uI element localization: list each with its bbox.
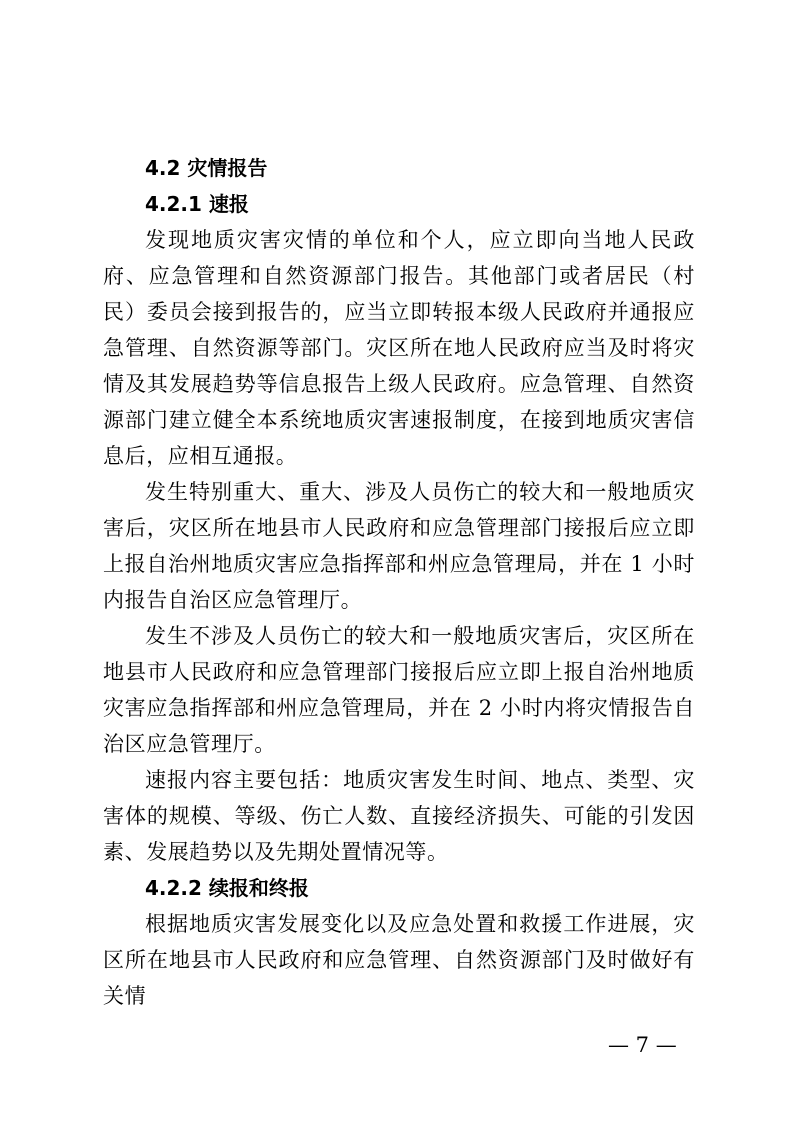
page-number: — 7 — bbox=[608, 1033, 677, 1057]
paragraph: 发生特别重大、重大、涉及人员伤亡的较大和一般地质灾害后，灾区所在地县市人民政府和应急管理部门接报后应立即上报自治州地质灾害应急指挥部和州应急管理局，并在 1 小时内报告自治区应急管理厅。 bbox=[103, 480, 695, 612]
subsection-heading-follow-up-report: 4.2.2 续报和终报 bbox=[145, 876, 309, 900]
section-heading: 4.2 灾情报告 bbox=[145, 156, 268, 180]
paragraph: 根据地质灾害发展变化以及应急处置和救援工作进展，灾区所在地县市人民政府和应急管理、自然资源部门及时做好有关情 bbox=[103, 912, 695, 1008]
page-content bbox=[103, 150, 695, 1014]
subsection-heading-quick-report: 4.2.1 速报 bbox=[145, 192, 249, 216]
paragraph: 发生不涉及人员伤亡的较大和一般地质灾害后，灾区所在地县市人民政府和应急管理部门接报后应立即上报自治州地质灾害应急指挥部和州应急管理局，并在 2 小时内将灾情报告自治区应急管理厅。 bbox=[103, 624, 695, 756]
paragraph: 发现地质灾害灾情的单位和个人，应立即向当地人民政府、应急管理和自然资源部门报告。其他部门或者居民（村民）委员会接到报告的，应当立即转报本级人民政府并通报应急管理、自然资源等部门。灾区所在地人民政府应当及时将灾情及其发展趋势等信息报告上级人民政府。应急管理、自然资源部门建立健全本系统地质灾害速报制度，在接到地质灾害信息后，应相互通报。 bbox=[103, 228, 695, 468]
paragraph: 速报内容主要包括：地质灾害发生时间、地点、类型、灾害体的规模、等级、伤亡人数、直接经济损失、可能的引发因素、发展趋势以及先期处置情况等。 bbox=[103, 768, 695, 864]
